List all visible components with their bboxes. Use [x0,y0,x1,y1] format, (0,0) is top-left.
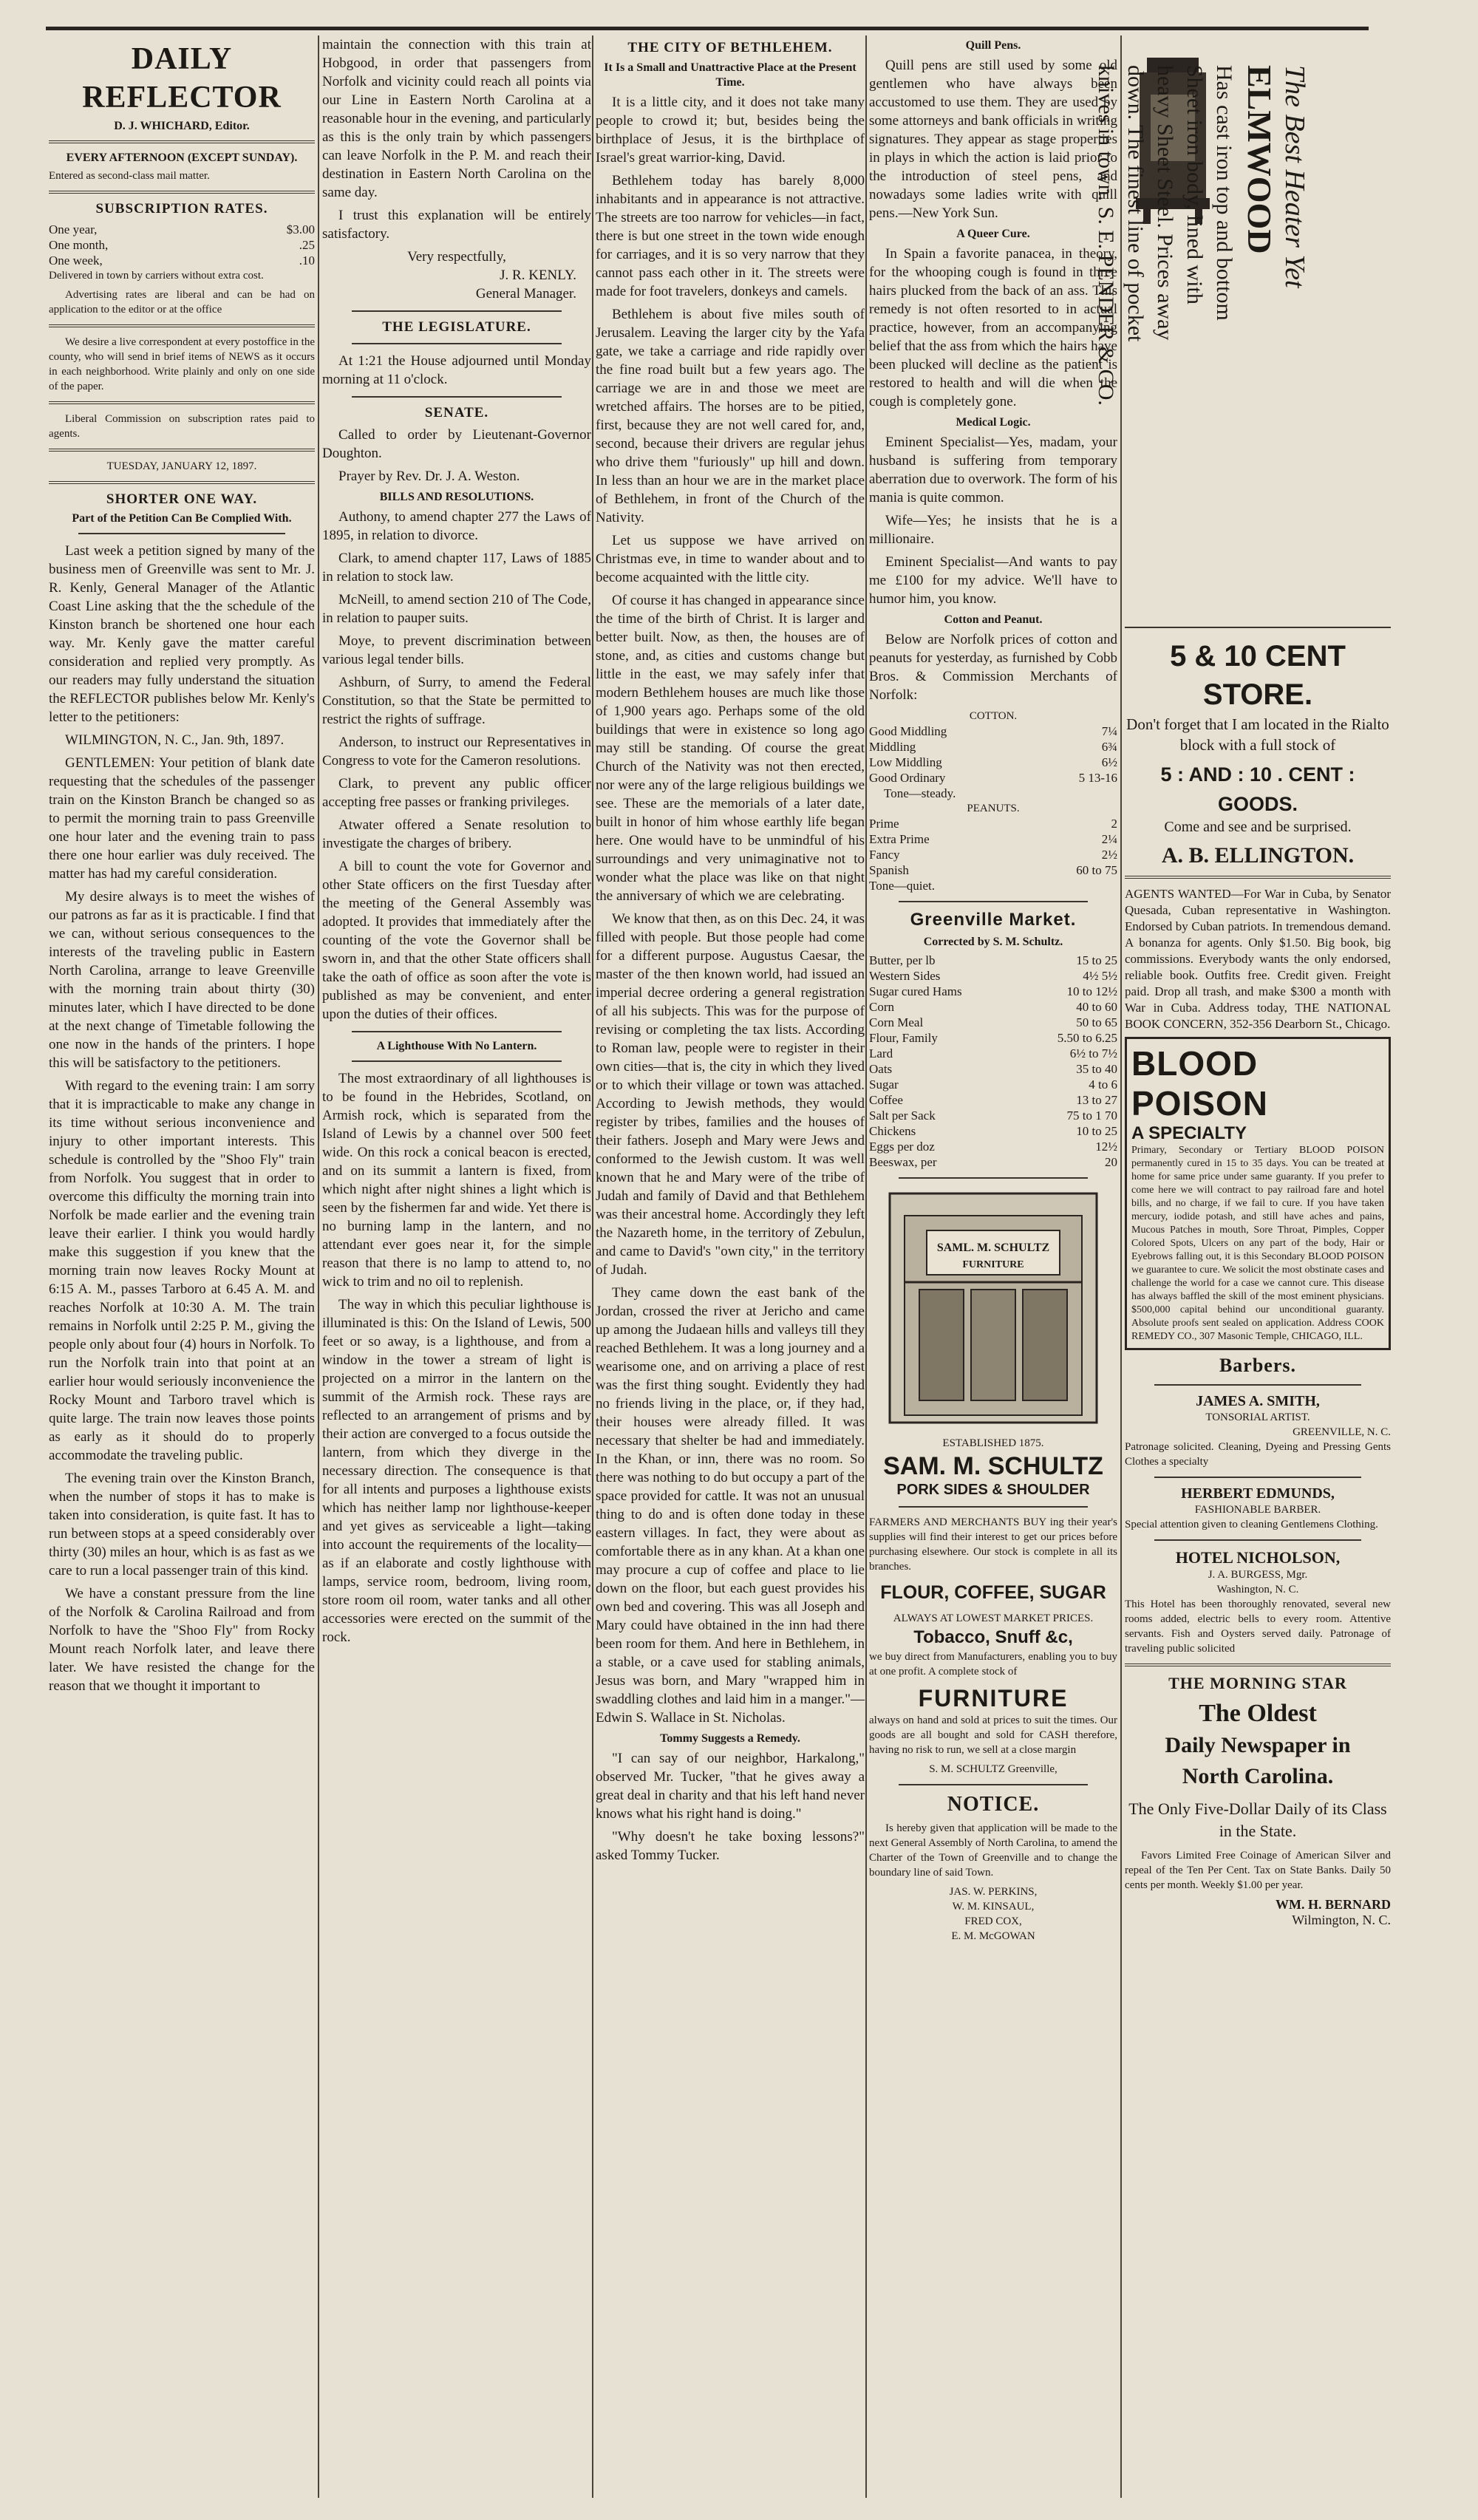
table-row [869,831,1117,847]
divider [49,481,315,484]
market-subhead: Corrected by S. M. Schultz. [923,936,1063,948]
table-row [869,1139,1117,1154]
morning-signature: WM. H. BERNARD [1276,1897,1391,1912]
table-row [869,1061,1117,1077]
flour-line: FLOUR, COFFEE, SUGAR [880,1582,1106,1603]
price-value: 6¾ [1101,740,1117,754]
price-label: Sugar [869,1077,899,1092]
price-value: 75 to 1 70 [1066,1109,1117,1123]
section-heading: THE LEGISLATURE. [382,319,531,335]
price-label: Extra Prime [869,832,930,846]
price-value: 35 to 40 [1076,1062,1117,1076]
peanut-label: PEANUTS. [967,803,1020,814]
bill-item: McNeill, to amend section 210 of The Code, in relation to pauper suits. [322,592,591,626]
price-label: Salt per Sack [869,1109,936,1123]
notice-text: Is hereby given that application will be made to the next General Assembly of North Carolina, to amend the Charter of the Town of Greenville and to change the boundary line of said Town. [869,1822,1117,1879]
hotel-text: This Hotel has been thoroughly renovated, several new rooms added, electric bells to every room. Attentive servants. Fish and Oysters served daily. Patronage of traveling public solicited [1125,1598,1391,1655]
price-value: 20 [1105,1155,1117,1169]
ten-cent-come: Come and see and be surprised. [1164,819,1352,835]
notice-heading: NOTICE. [947,1793,1040,1816]
price-value: 2¼ [1101,832,1117,846]
morning-nc: North Carolina. [1182,1764,1334,1788]
ellington-name: A. B. ELLINGTON. [1161,843,1355,868]
column-divider [865,35,867,2498]
price-value: 4½ 5½ [1083,969,1117,983]
rate-label: One month, [49,238,109,252]
column-4 [869,35,1117,2498]
article-paragraph: Of course it has changed in appearance since the time of the birth of Christ. It is larger and better built. Now, as then, the houses are of stone, and, as cities and customs change but little in the east, we may safely infer that modern Bethlehem houses are much like those of 1,900 years ago. Perhaps some of the old buildings that were in existence so long ago may still be standing. Of course the great Church of the Nativity was not then erected, nor were any of the large religious buildings we see. These are the memorials of a later date, built in honor of him whose earthly life began here. One would have to be unmindful of his surroundings and very unimaginative not to wonder what the place was like on that night the anniversary of which we are celebrating. [596,593,865,904]
column-divider [318,35,319,2498]
notice-name: E. M. McGOWAN [951,1930,1035,1942]
commission-note: Liberal Commission on subscription rates paid to agents. [49,413,315,440]
price-label: Corn [869,1000,894,1014]
article-paragraph: Prayer by Rev. Dr. J. A. Weston. [338,469,520,484]
table-row [869,1092,1117,1108]
divider [49,324,315,327]
divider [352,343,562,344]
rate-label: One year, [49,222,98,236]
hotel-place: Washington, N. C. [1216,1584,1299,1596]
heater-line: Has cast iron top and bottom [1212,65,1236,321]
divider [352,396,562,398]
divider [899,1177,1088,1179]
price-value [1022,878,1117,893]
store-sign: SAML. M. SCHULTZ [936,1242,1050,1254]
divider [1125,876,1391,879]
heater-line: knives in town. S. E. PENDER & CO. [1094,65,1118,406]
table-row [869,816,1117,831]
blood-title: BLOOD POISON [1131,1044,1268,1123]
article-paragraph: The evening train over the Kinston Branch, when the number of stops it has to make is taken into consideration, is quite fast. It has to run between stops at a speed considerably over thirty (30) miles an hour, which is as fast as we care to run a local passenger train of this kind. [49,1471,315,1579]
edmunds-text: Special attention given to cleaning Gentlemens Clothing. [1125,1519,1378,1530]
price-label: Chickens [869,1124,916,1138]
article-paragraph: Eminent Specialist—Yes, madam, your husband is suffering from temporary aberration due to overwork. The form of his mania is quite common. [869,435,1117,505]
article-headline: THE CITY OF BETHLEHEM. [627,40,833,55]
section-heading: Medical Logic. [956,416,1031,429]
price-value: 40 to 60 [1076,1000,1117,1014]
price-label: Western Sides [869,969,941,983]
issue-date: TUESDAY, JANUARY 12, 1897. [106,460,257,472]
signoff-2: J. R. KENLY. [500,268,576,283]
divider [49,140,315,143]
ten-cent-text: Don't forget that I am located in the Rialto block with a full stock of [1126,715,1389,754]
delivered-note: Delivered in town by carriers without extra cost. [49,270,264,282]
divider [352,310,562,312]
cotton-table [869,723,1117,801]
blood-poison-ad [1125,1037,1391,1350]
price-label: Oats [869,1062,893,1076]
notice-name: FRED COX, [964,1915,1022,1927]
section-heading: Quill Pens. [965,39,1021,52]
schultz-name: SAM. M. SCHULTZ [883,1452,1103,1480]
article-paragraph: "I can say of our neighbor, Harkalong," observed Mr. Tucker, "that he gives away a great deal in charity and that his left hand never knows what his right hand is doing." [596,1751,865,1822]
divider [352,1060,562,1062]
table-row [869,847,1117,862]
table-row [869,1077,1117,1092]
bill-item: Authony, to amend chapter 277 the Laws of 1895, in relation to divorce. [322,509,591,543]
schedule-line: EVERY AFTERNOON (EXCEPT SUNDAY). [66,151,298,164]
bill-item: A bill to count the vote for Governor and other State officers on the first Tuesday after the meeting of the General Assembly was adopted. It provides that immediately after the counting of the vote the Governor shall be sworn in, and that the other State officers shall take the oath of office as soon after the vote is published as may be convenient, and enter upon the duties of their offices. [322,859,591,1022]
divider [899,1506,1088,1508]
price-value: 2½ [1101,848,1117,862]
store-engraving [882,1186,1104,1430]
editor-line: D. J. WHICHARD, Editor. [114,120,250,132]
bill-item: Anderson, to instruct our Representatives in Congress to vote for the Cameron resolutions. [322,735,591,769]
section-heading: SENATE. [424,405,489,420]
rate-row [49,237,315,253]
price-value: 4 to 6 [1089,1077,1117,1092]
smith-title: TONSORIAL ARTIST. [1205,1411,1310,1423]
divider [1154,1539,1361,1541]
price-value: 10 to 12½ [1066,984,1117,998]
article-paragraph: We have a constant pressure from the line of the Norfolk & Carolina Railroad and from Norfolk to have the "Shoo Fly" from Rocky Mount reach Norfolk later, and leave there later. We have resisted the change for the reason that we thought it important to [49,1586,315,1694]
price-label: Low Middling [869,755,942,769]
price-label: Fancy [869,848,900,862]
article-paragraph: Bethlehem today has barely 8,000 inhabitants and in appearance is not attractive. The streets are too narrow for vehicles—in fact, there is but one street in the town wide enough for carriages, and it is so very narrow that they cannot pass each other in it. The streets were made for foot travelers, donkeys and camels. [596,173,865,299]
table-row [869,1046,1117,1061]
article-paragraph: The most extraordinary of all lighthouses is to be found in the Hebrides, Scotland, on Armish rock, which is separated from the Island of Lewis by a channel over 500 feet wide. On this rock a conical beacon is erected, and on its summit a lantern is fixed, from which night after night shines a light which is seen by the fishermen far and wide. Yet there is no burning lamp in the lantern, and no attendant ever goes near it, for the simple reason that there is no lamp to attend to, no wick to trim and no oil to replenish. [322,1071,591,1290]
bill-item: Moye, to prevent discrimination between various legal tender bills. [322,633,591,667]
subscription-heading: SUBSCRIPTION RATES. [95,201,268,217]
hotel-name: HOTEL NICHOLSON, [1175,1548,1341,1567]
price-value: 50 to 65 [1076,1015,1117,1029]
rate-value: .25 [299,238,315,252]
article-paragraph: It is a little city, and it does not take many people to crowd it; but, besides being the birthplace of Jesus, it is the birthplace of Israel's great warrior-king, David. [596,95,865,166]
morning-five-dollar: The Only Five-Dollar Daily of its Class in the State. [1128,1799,1387,1840]
advertising-note: Advertising rates are liberal and can be had on application to the editor or at the office [49,289,315,316]
divider [49,449,315,452]
smith-place: GREENVILLE, N. C. [1293,1426,1391,1438]
market-heading: Greenville Market. [910,910,1077,930]
store-sign: FURNITURE [962,1259,1024,1270]
signoff-3: General Manager. [475,286,576,302]
divider [49,191,315,194]
article-paragraph: The way in which this peculiar lighthouse is illuminated is this: On the Island of Lewis, 500 feet or so away, is a lighthouse, and from a window in the tower a stream of light is projected on a mirror in the lantern on the summit of the Armish rock. These rays are reflected to an arrangement of prisms and by their action are converged to a focus outside the lantern, from which they diverge in the necessary direction. The consequence is that for all intents and purposes a lighthouse exists which has neither lamp nor lighthouse-keeper and yet gives as serviceable a light—taking into account the requirements of the locality—as if an elaborate and costly lighthouse with lamps, service room, bedroom, living room, store room oil room, water tanks and all other accessories were erected on the summit of the rock. [322,1297,591,1645]
price-label: Prime [869,817,899,831]
price-value: 10 to 25 [1076,1124,1117,1138]
table-row [869,770,1117,786]
rate-row [49,253,315,268]
pork-line: PORK SIDES & SHOULDER [896,1482,1090,1498]
signoff-1: Very respectfully, [407,249,506,265]
peanut-table [869,816,1117,893]
table-row [869,755,1117,770]
heater-advertisement [1094,35,1391,628]
farmers-text: FARMERS AND MERCHANTS BUY ing their year's supplies will find their interest to get our prices before purchasing elsewhere. Our stock is complete in all its branches. [869,1516,1117,1573]
edmunds-title: FASHIONABLE BARBER. [1194,1504,1321,1516]
bill-item: Clark, to amend chapter 117, Laws of 1885 in relation to stock law. [322,551,591,585]
blood-text: Primary, Secondary or Tertiary BLOOD POISON permanently cured in 15 to 35 days. You can be treated at home for same price under same guaranty. If you prefer to come here we will contract to pay railroad fare and hotel bills, and no charge, if we fail to cure. If you have taken mercury, iodide potash, and still have aches and pains, Mucous Patches in mouth, Sore Throat, Pimples, Copper Colored Spots, Ulcers on any part of the body, Hair or Eyebrows falling out, it is this Secondary BLOOD POISON we guarantee to cure. We solicit the most obstinate cases and challenge the world for a case we cannot cure. This disease has always baffled the skill of the most eminent physicians. $500,000 capital behind our unconditional guaranty. Absolute proofs sent sealed on application. Address COOK REMEDY CO., 307 Masonic Temple, CHICAGO, ILL. [1131,1145,1384,1342]
price-value: 60 to 75 [1076,863,1117,877]
article-paragraph: "Why doesn't he take boxing lessons?" asked Tommy Tucker. [596,1829,865,1863]
price-label: Good Middling [869,724,947,738]
price-label: Corn Meal [869,1015,924,1029]
barbers-heading: Barbers. [1219,1355,1297,1376]
furniture-signature: S. M. SCHULTZ Greenville, [929,1763,1058,1775]
article-paragraph: Eminent Specialist—And wants to pay me £100 for my advice. We'll have to humor him, you know. [869,554,1117,607]
price-label: Eggs per doz [869,1140,935,1154]
bills-heading: BILLS AND RESOLUTIONS. [379,491,534,503]
table-row [869,1154,1117,1170]
heater-line: ELMWOOD [1241,65,1278,254]
article-paragraph: In Spain a favorite panacea, in theory, for the whooping cough is found in three hairs plucked from the back of an ass. This remedy is not often resorted to in actual practice, however, from an accompanying belief that the ass from which the hairs have been plucked will decline as the patient is restored to health and will die when the cough is completely gone. [869,246,1117,409]
price-label: Middling [869,740,916,754]
price-value: 2 [1111,817,1117,831]
cotton-label: COTTON. [969,710,1018,722]
top-rule [46,27,1369,30]
article-headline: SHORTER ONE WAY. [106,491,258,507]
letter-dateline: WILMINGTON, N. C., Jan. 9th, 1897. [65,732,285,748]
heater-line: The Best Heater Yet [1279,65,1310,288]
ten-cent-heading: 5 & 10 CENT STORE. [1170,640,1346,711]
notice-name: W. M. KINSAUL, [952,1901,1035,1913]
rate-row [49,222,315,237]
morning-star-heading: THE MORNING STAR [1168,1674,1347,1692]
bill-item: Ashburn, of Surry, to amend the Federal Constitution, so that the State be permitted to restrict the rights of suffrage. [322,675,591,727]
divider [1154,1477,1361,1478]
table-row [869,1015,1117,1030]
smith-text: Patronage solicited. Cleaning, Dyeing and Pressing Gents Clothes a specialty [1125,1441,1391,1468]
hotel-manager: J. A. BURGESS, Mgr. [1208,1569,1308,1581]
price-label: Sugar cured Hams [869,984,962,998]
section-heading: A Queer Cure. [956,228,1030,240]
blood-subtitle: A SPECIALTY [1131,1123,1247,1143]
heater-line: down. The finest line of pocket [1123,65,1148,342]
article-subhead: Part of the Petition Can Be Complied With. [72,512,292,525]
table-row [869,999,1117,1015]
price-value: 6½ [1101,755,1117,769]
market-table [869,953,1117,1170]
article-paragraph: At 1:21 the House adjourned until Monday morning at 11 o'clock. [322,353,591,387]
entered-line: Entered as second-class mail matter. [49,170,210,182]
price-label: Coffee [869,1093,903,1107]
price-value [1041,786,1117,801]
article-paragraph: They came down the east bank of the Jordan, crossed the river at Jericho and came up among the Judaean hills and valleys till they reached Bethlehem. It was a long journey and a wearisome one, and on arriving a place of rest was the first thing sought. Evidently they had no friends living in the place, or, if they had, their houses were already filled. It was necessary that shelter be had and immediately. In the Khan, or inn, there was no room. So there was nothing to do but occupy a part of the space provided for cattle. It was not an unusual thing to do and is often done today in these eastern villages. In fact, they were about as comfortable there as in any khan. At a khan one may procure a cup of coffee and place to lie down on the floor, but each guest provides his own bed and covering. This was all Joseph and Mary could have obtained in the inn had there been room for them. And here in Bethlehem, in a stable, or a cave used for stabling animals, Jesus was born, and Mary "wrapped him in swaddling clothes and laid him in a manger."—Edwin S. Wallace in St. Nicholas. [596,1285,865,1726]
bill-item: Atwater offered a Senate resolution to investigate the charges of bribery. [322,817,591,851]
price-label: Lard [869,1046,893,1060]
rate-value: .10 [299,253,315,268]
divider [1125,1663,1391,1666]
article-paragraph: Last week a petition signed by many of the business men of Greenville was sent to Mr. J. R. Kenly, General Manager of the Atlantic Coast Line asking that the the schedule of the Kinston branch be shortened one hour each way. Mr. Kenly gave the matter careful consideration and replied very promptly. As our readers may fully understand the situation the REFLECTOR publishes below Mr. Kenly's letter to the petitioners: [49,543,315,725]
table-row [869,984,1117,999]
masthead-title: DAILY REFLECTOR [82,42,282,115]
article-paragraph: Called to order by Lieutenant-Governor Doughton. [322,427,591,461]
rate-value: $3.00 [286,222,315,236]
price-label: Tone—steady. [884,786,956,800]
edmunds-name: HERBERT EDMUNDS, [1181,1485,1335,1502]
table-row [869,968,1117,984]
price-label: Tone—quiet. [869,879,935,893]
price-value: 5.50 to 6.25 [1057,1031,1117,1045]
price-label: Good Ordinary [869,771,946,785]
price-value: 12½ [1095,1140,1117,1154]
price-label: Beeswax, per [869,1155,937,1169]
price-value: 15 to 25 [1076,953,1117,967]
price-value: 13 to 27 [1076,1093,1117,1107]
table-row [869,1108,1117,1123]
notice-name: JAS. W. PERKINS, [949,1886,1038,1898]
lowest-line: ALWAYS AT LOWEST MARKET PRICES. [893,1613,1094,1624]
article-paragraph: I trust this explanation will be entirely satisfactory. [322,208,591,242]
direct-text: we buy direct from Manufacturers, enabling you to buy at one profit. A complete stock of [869,1651,1117,1678]
article-paragraph: Wife—Yes; he insists that he is a millionaire. [869,513,1117,547]
price-value: 5 13-16 [1078,771,1117,785]
table-row [869,878,1117,893]
section-heading: A Lighthouse With No Lantern. [376,1040,537,1052]
divider [899,1784,1088,1785]
article-paragraph: GENTLEMEN: Your petition of blank date requesting that the schedules of the passenger train on the Kinston Branch be changed so as to permit the morning train to pass Greenville one hour later and the evening train to pass there one hour earlier was duly received. The matter has had my careful consideration. [49,755,315,882]
article-paragraph: Below are Norfolk prices of cotton and peanuts for yesterday, as furnished by Cobb Bros. & Commission Merchants of Norfolk: [869,632,1117,703]
morning-daily: Daily Newspaper in [1165,1733,1351,1757]
section-heading: Tommy Suggests a Remedy. [660,1732,800,1745]
column-2 [322,35,591,2498]
column-3 [596,35,865,2498]
price-value: 6½ to 7½ [1069,1046,1117,1060]
table-row [869,786,1117,801]
heater-line: heavy Sheet Steel. Prices away [1153,65,1177,341]
table-row [869,1030,1117,1046]
morning-oldest: The Oldest [1199,1700,1317,1727]
heater-line: Sheet iron body, lined with [1182,65,1207,304]
rate-label: One week, [49,253,103,268]
article-paragraph: My desire always is to meet the wishes of our patrons as far as it is practicable. I find that we can, without serious consequences to the interests of the traveling public in Eastern North Carolina, arrange to leave Greenville with the morning train about thirty (30) minutes later, which I have directed to be done at the next change of Timetable following the one now in the hands of the printers. I hope this will be satisfactory to the petitioners. [49,889,315,1071]
furniture-text: always on hand and sold at prices to suit the times. Our goods are all bought and sold for CASH therefore, having no risk to run, we sell at a close margin [869,1714,1117,1756]
table-row [869,739,1117,755]
article-paragraph: Quill pens are still used by some old gentlemen who have always been accustomed to use them. They are used by some attorneys and bank officials in writing signatures. They appear as stage properties in plays in which the action is laid prior to the introduction of steel pens, and nowadays some ladies write with quill pens.—New York Sun. [869,58,1117,221]
table-row [869,723,1117,739]
divider [49,401,315,404]
section-heading: Cotton and Peanut. [944,613,1043,626]
ten-cent-goods: 5 : AND : 10 . CENT : GOODS. [1160,763,1355,815]
table-row [869,1123,1117,1139]
agents-ad: AGENTS WANTED—For War in Cuba, by Senator Quesada, Cuban representative in Washington. Endorsed by Cuban patriots. In tremendous demand. A bonanza for agents. Only $1.50. Big book, big commissions. Everybody wants the only endorsed, reliable book. Outfits free. Credit given. Freight paid. Drop all trash, and make $300 a month with War in Cuba. Address today, THE NATIONAL BOOK CONCERN, 352-356 Dearborn St., Chicago. [1125,887,1391,1031]
price-label: Flour, Family [869,1031,938,1045]
table-row [869,953,1117,968]
furniture-line: FURNITURE [918,1685,1069,1712]
price-label: Butter, per lb [869,953,936,967]
correspondent-note: We desire a live correspondent at every postoffice in the county, who will send in brief items of NEWS as it occurs in each neighborhood. Write plainly and only on one side of the paper. [49,336,315,392]
price-value: 7¼ [1101,724,1117,738]
divider [1154,1384,1361,1386]
morning-place: Wilmington, N. C. [1292,1913,1391,1927]
heater-text [1091,65,1310,641]
morning-text: Favors Limited Free Coinage of American Silver and repeal of the Ten Per Cent. Tax on State Banks. Daily 50 cents per month. Weekly $1.00 per year. [1125,1850,1391,1891]
table-row [869,862,1117,878]
established: ESTABLISHED 1875. [942,1437,1044,1449]
divider [899,901,1088,902]
rates-table [49,222,315,268]
article-paragraph: With regard to the evening train: I am sorry that it is impracticable to make any change in its time without serious inconvenience and injury to other important interests. This schedule is controlled by the "Shoo Fly" train from Norfolk. You suggest that in order to overcome this difficulty the morning train into Norfolk be made earlier and the evening train leave their earlier. I think you would hardly make this suggestion if you knew that the morning train now leaves Rocky Mount at 6:15 A. M., passes Tarboro at 6.45 A. M. and reaches Norfolk at 10:30 A. M. The train remains in Norfolk until 2:25 P. M., giving the people only about four (4) hours in Norfolk. To run the Norfolk train into that point at an earlier hour would seriously inconvenience the Rocky Mount and Tarboro travel which is quite large. The train now leaves those points as early as it should do to properly accommodate the traveling public. [49,1078,315,1463]
article-paragraph: Bethlehem is about five miles south of Jerusalem. Leaving the larger city by the Yafa gate, we take a carriage and ride rapidly over the fine road built but a few years ago. The carriage we are in and those we meet are wretched affairs. The horses are to be pitied, first, because they are not well cared for, and, second, because their drivers are regular jehus who drive them "furiously" up hill and down. In less than an hour we are in the market place of Bethlehem, in front of the Church of the Nativity. [596,307,865,525]
smith-name: JAMES A. SMITH, [1196,1393,1320,1409]
column-1 [49,35,315,2498]
price-label: Spanish [869,863,909,877]
tobacco-line: Tobacco, Snuff &c, [913,1627,1073,1647]
article-paragraph: maintain the connection with this train at Hobgood, in order that passengers from Norfolk and vicinity could reach all points via our Line in Eastern North Carolina at a reasonable hour in the evening, and particularly as this is the only train by which passengers can leave Norfolk in the P. M. and reach their destination in Eastern North Carolina on the same day. [322,37,591,200]
article-paragraph: We know that then, as on this Dec. 24, it was filled with people. But those people had come for a different purpose. Augustus Caesar, the master of the then known world, had issued an imperial decree ordering a general registration of all his subjects. This was for the purpose of revising or completing the tax lists. According to Roman law, people were to register in their own cities—that is, the city in which they lived or to which their village or town was attached. According to Jewish methods, they would register by tribes, families and the houses of their fathers. Joseph and Mary were Jews and conformed to the Jewish custom. It was well known that he and Mary were of the tribe of Judah and family of David and that Bethlehem was their ancestral home. Accordingly they left the Nazareth home, in the territory of Zebulun, and came to David's "own city," in the territory of Judah. [596,911,865,1278]
article-paragraph: Let us suppose we have arrived on Christmas eve, in time to wander about and to become acquainted with the little city. [596,533,865,585]
column-divider [592,35,593,2498]
article-subhead: It Is a Small and Unattractive Place at the Present Time. [604,61,857,89]
divider [352,1031,562,1032]
divider [78,533,285,534]
bill-item: Clark, to prevent any public officer accepting free passes or franking privileges. [322,776,591,810]
